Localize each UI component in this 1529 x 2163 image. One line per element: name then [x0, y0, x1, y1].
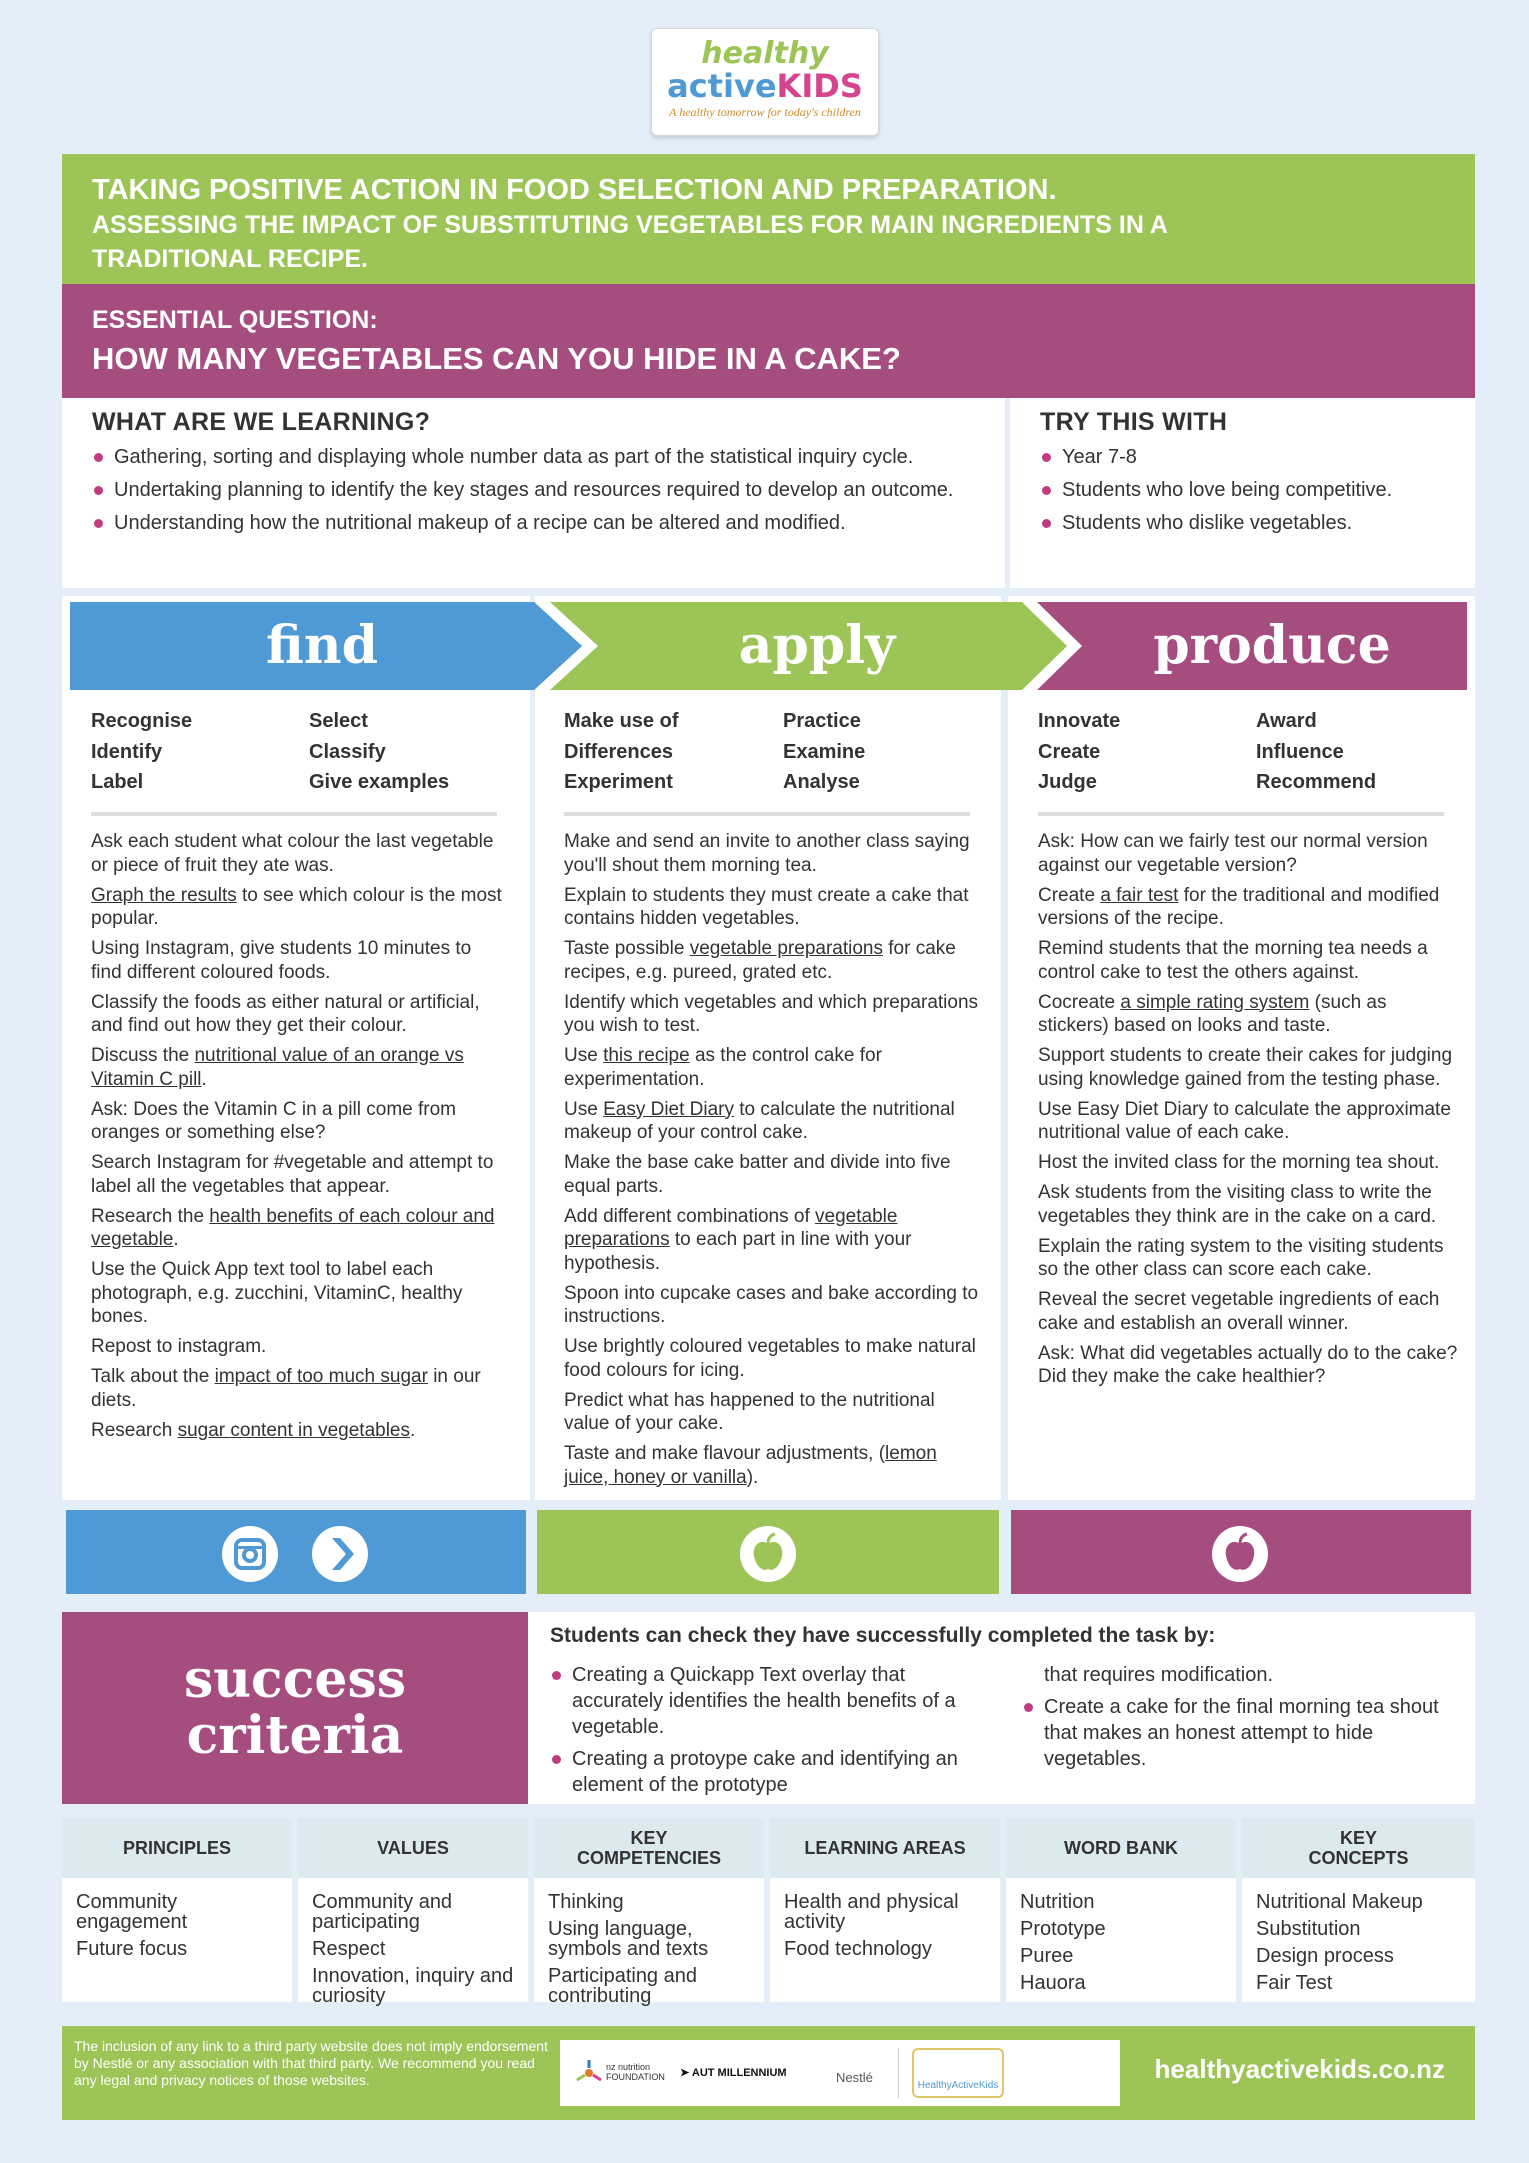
main-title: TAKING POSITIVE ACTION IN FOOD SELECTION AND PREPARATION.: [92, 174, 1057, 206]
list-item: Remind students that the morning tea needs a control cake to test the others against.: [1038, 938, 1428, 983]
step-link[interactable]: vegetable preparations: [689, 938, 883, 959]
produce-verbs-b: Award Influence Recommend: [1256, 710, 1377, 793]
list-item: Using Instagram, give students 10 minutes to find different coloured foods.: [91, 938, 472, 983]
find-verbs-a: Recognise Identify Label: [91, 710, 193, 793]
concept-cell: Health and physical activity Food technology: [770, 1878, 1000, 2002]
website-link[interactable]: healthyactivekids.co.nz: [1154, 2054, 1445, 2084]
step-link[interactable]: impact of too much sugar: [214, 1366, 428, 1387]
apply-steps: [564, 830, 984, 1496]
step-link[interactable]: this recipe: [603, 1045, 690, 1066]
concept-header: KEY CONCEPTS: [1242, 1818, 1475, 1878]
success-criteria-heading: Students can check they have successfully completed the task by:: [550, 1624, 1216, 1647]
try-this-with-box: [1010, 398, 1475, 588]
list-item: Make the base cake batter and divide into five equal parts.: [564, 1152, 951, 1197]
subtitle-line-2: TRADITIONAL RECIPE.: [92, 245, 368, 273]
try-list: [1040, 444, 1445, 536]
list-item: Create a cake for the final morning tea shout that makes an honest attempt to hide vegetables.: [1022, 1694, 1442, 1772]
concept-cell: Community engagement Future focus: [62, 1878, 292, 2002]
list-item: Add different combinations of vegetable preparations to each part in line with your hypothesis.: [564, 1205, 912, 1274]
list-item: Use Easy Diet Diary to calculate the approximate nutritional value of each cake.: [1038, 1098, 1451, 1143]
concept-header: VALUES: [298, 1818, 528, 1878]
list-item: Search Instagram for #vegetable and attempt to label all the vegetables that appear.: [91, 1152, 494, 1197]
list-item: Students who dislike vegetables.: [1040, 510, 1445, 536]
list-item: Research sugar content in vegetables.: [91, 1419, 416, 1441]
sponsor-logos: [560, 2040, 1120, 2106]
divider: [91, 812, 497, 816]
step-link[interactable]: a simple rating system: [1120, 991, 1310, 1013]
list-item: Ask: How can we fairly test our normal version against our vegetable version?: [1038, 831, 1428, 876]
learning-box: [62, 398, 1005, 588]
produce-verbs-a: Innovate Create Judge: [1038, 710, 1121, 793]
list-item: Taste and make flavour adjustments, (lemon juice, honey or vanilla).: [564, 1443, 937, 1488]
list-item: Explain to students they must create a cake that contains hidden vegetables.: [564, 884, 969, 929]
logo-word-active-kids: activeKIDS: [667, 67, 863, 105]
learning-title: WHAT ARE WE LEARNING?: [92, 408, 431, 436]
essential-question-text: HOW MANY VEGETABLES CAN YOU HIDE IN A CAKE?: [92, 341, 901, 376]
try-title: TRY THIS WITH: [1040, 408, 1228, 436]
logo-tagline: A healthy tomorrow for today's children: [669, 105, 861, 119]
list-item: Talk about the impact of too much sugar in our diets.: [91, 1366, 481, 1411]
apple-icon[interactable]: [1210, 1524, 1270, 1584]
essential-question-label: ESSENTIAL QUESTION:: [92, 306, 378, 334]
produce-steps: [1038, 830, 1458, 1395]
find-app-bar: [66, 1510, 526, 1594]
list-item: Graph the results to see which colour is the most popular.: [91, 884, 502, 929]
find-title: find: [266, 615, 378, 676]
list-item: Year 7-8: [1040, 444, 1445, 470]
success-criteria-box: [528, 1612, 1475, 1804]
concept-cell: Nutritional Makeup Substitution Design process Fair Test: [1242, 1878, 1475, 2002]
title-banner: [62, 154, 1475, 284]
list-item: Research the health benefits of each colour and vegetable.: [91, 1205, 495, 1250]
list-item: Students who love being competitive.: [1040, 477, 1445, 503]
list-item: Host the invited class for the morning tea shout.: [1038, 1152, 1440, 1173]
concept-header: WORD BANK: [1006, 1818, 1236, 1878]
list-item: Understanding how the nutritional makeup of a recipe can be altered and modified.: [92, 510, 975, 536]
footer: [62, 2026, 1475, 2120]
list-item: Reveal the secret vegetable ingredients of each cake and establish an overall winner.: [1038, 1289, 1440, 1334]
list-item: Use brightly coloured vegetables to make natural food colours for icing.: [564, 1336, 976, 1381]
list-item: Taste possible vegetable preparations for cake recipes, e.g. pureed, grated etc.: [564, 938, 956, 983]
apply-verbs-b: Practice Examine Analyse: [783, 710, 866, 793]
step-link[interactable]: Easy Diet Diary: [603, 1098, 734, 1120]
concept-cell: Nutrition Prototype Puree Hauora: [1006, 1878, 1236, 2002]
concept-cell: Thinking Using language, symbols and texts Participating and contributing: [534, 1878, 764, 2002]
step-link[interactable]: lemon juice, honey or vanilla: [564, 1443, 937, 1488]
list-item: Gathering, sorting and displaying whole number data as part of the statistical inquiry cycle.: [92, 444, 975, 470]
find-steps: [91, 830, 507, 1449]
list-item: Discuss the nutritional value of an orange vs Vitamin C pill.: [91, 1045, 464, 1090]
list-item: Make and send an invite to another class saying you'll shout them morning tea.: [564, 831, 970, 876]
list-item: Use the Quick App text tool to label each photograph, e.g. zucchini, VitaminC, healthy bones.: [91, 1259, 463, 1327]
essential-question-banner: [62, 284, 1475, 398]
list-item: Create a fair test for the traditional and modified versions of the recipe.: [1038, 884, 1440, 929]
step-link[interactable]: a fair test: [1100, 884, 1179, 906]
list-item: Classify the foods as either natural or artificial, and find out how they get their colour.: [91, 991, 480, 1036]
step-link[interactable]: health benefits of each colour and vegetable: [91, 1205, 495, 1250]
divider: [898, 2048, 899, 2098]
list-item: Ask: Does the Vitamin C in a pill come from oranges or something else?: [91, 1098, 457, 1143]
list-item: Spoon into cupcake cases and bake according to instructions.: [564, 1282, 979, 1327]
logo-word-healthy: healthy: [701, 36, 829, 71]
concept-header: PRINCIPLES: [62, 1818, 292, 1878]
healthy-active-kids-small-logo: HealthyActiveKids: [912, 2048, 1004, 2098]
concept-cell: Community and participating Respect Innovation, inquiry and curiosity: [298, 1878, 528, 2002]
list-item: Creating a protoype cake and identifying an element of the prototype: [550, 1746, 1000, 1798]
apply-title: apply: [738, 615, 896, 676]
apple-icon[interactable]: [738, 1524, 798, 1584]
list-item: Ask: What did vegetables actually do to the cake? Did they make the cake healthier?: [1038, 1342, 1458, 1387]
step-link[interactable]: nutritional value of an orange vs Vitamin C pill: [91, 1045, 464, 1090]
nz-nutrition-foundation-logo: nz nutrition FOUNDATION: [606, 2062, 665, 2082]
nestle-logo: Nestlé: [836, 2070, 873, 2085]
concept-header: LEARNING AREAS: [770, 1818, 1000, 1878]
success-list-right: [1022, 1688, 1442, 1772]
list-item: Explain the rating system to the visiting students so the other class can score each cake.: [1038, 1235, 1444, 1280]
divider: [1038, 812, 1444, 816]
list-item: Cocreate a simple rating system (such as stickers) based on looks and taste.: [1038, 991, 1387, 1036]
produce-title: produce: [1153, 615, 1391, 676]
quickapp-icon[interactable]: [310, 1524, 370, 1584]
success-criteria-title: success criteria: [62, 1612, 528, 1804]
nz-nutrition-foundation-icon: [574, 2058, 604, 2088]
stage-titles: [62, 602, 1475, 690]
list-item: Undertaking planning to identify the key stages and resources required to develop an outcome.: [92, 477, 975, 503]
step-link[interactable]: Graph the results: [91, 884, 237, 906]
disclaimer: The inclusion of any link to a third party website does not imply endorsement by Nestlé or any association with that third party. We recommend you read any legal and privacy notices of those websites.: [74, 2038, 548, 2088]
subtitle-line-1: ASSESSING THE IMPACT OF SUBSTITUTING VEGETABLES FOR MAIN INGREDIENTS IN A: [92, 211, 1168, 239]
list-item: Identify which vegetables and which preparations you wish to test.: [564, 991, 979, 1036]
list-item: Use Easy Diet Diary to calculate the nutritional makeup of your control cake.: [564, 1098, 955, 1143]
healthy-active-kids-logo: [651, 28, 879, 136]
step-link[interactable]: sugar content in vegetables: [177, 1419, 410, 1441]
list-item: Support students to create their cakes for judging using knowledge gained from the testing phase.: [1038, 1045, 1453, 1090]
list-item: Creating a Quickapp Text overlay that accurately identifies the health benefits of a vegetable.: [550, 1662, 1000, 1740]
aut-chevron-icon: ➤: [680, 2067, 692, 2079]
learning-list: [92, 444, 975, 536]
success-list-left: [550, 1656, 1000, 1798]
list-item: Predict what has happened to the nutritional value of your cake.: [564, 1389, 935, 1434]
list-item: Ask each student what colour the last vegetable or piece of fruit they ate was.: [91, 831, 494, 876]
list-item: Ask students from the visiting class to write the vegetables they think are in the cake on a card.: [1038, 1182, 1437, 1227]
concept-header: KEY COMPETENCIES: [534, 1818, 764, 1878]
list-item: Repost to instagram.: [91, 1336, 267, 1357]
find-verbs-b: Select Classify Give examples: [309, 710, 450, 793]
apply-verbs-a: Make use of Differences Experiment: [564, 710, 679, 793]
aut-millennium-logo: ➤ AUT MILLENNIUM: [680, 2067, 787, 2079]
divider: [564, 812, 970, 816]
step-link[interactable]: vegetable preparations: [564, 1205, 898, 1250]
list-item: Use this recipe as the control cake for experimentation.: [564, 1045, 882, 1090]
instagram-icon[interactable]: [220, 1524, 280, 1584]
success-continuation: that requires modification.: [1044, 1664, 1274, 1686]
